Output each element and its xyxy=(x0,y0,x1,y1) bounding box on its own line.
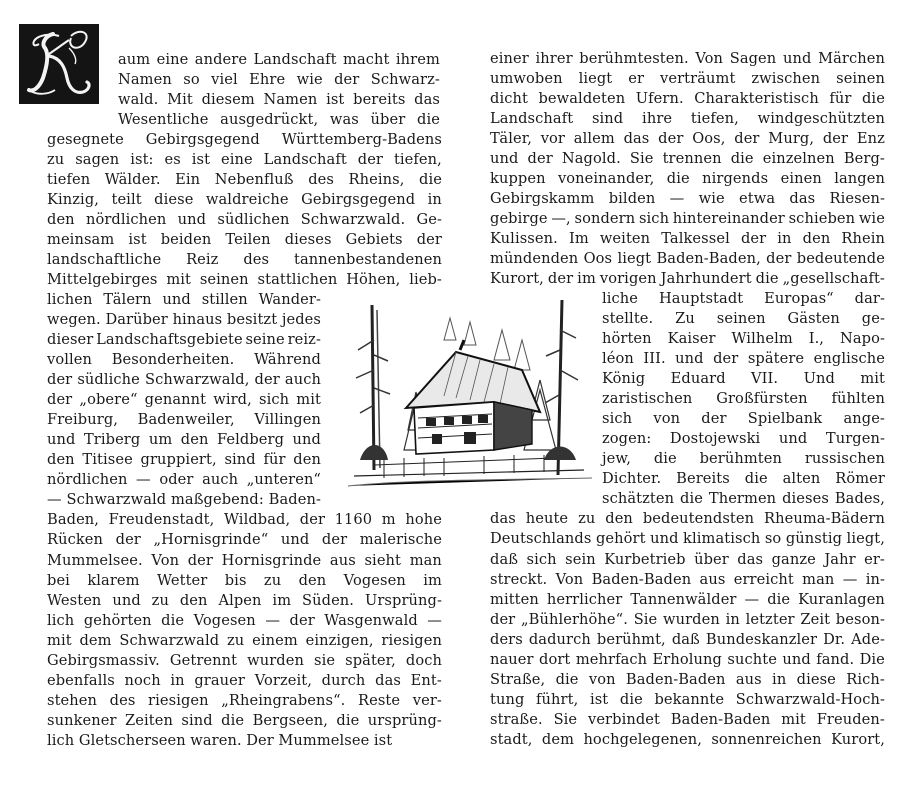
text-line: — Schwarzwald maßgebend: Baden- xyxy=(47,491,321,509)
text-line: und der Nagold. Sie trennen die einzelnen Berg- xyxy=(490,150,885,168)
text-line: nauer dort mehrfach Erholung suchte und fand. Die xyxy=(490,650,885,668)
text-line: Mummelsee. Von der Hornisgrinde aus sieht man xyxy=(47,551,442,569)
text-line: der südliche Schwarzwald, der auch xyxy=(47,371,321,389)
text-line: Kulissen. Im weiten Talkessel der in den Rhein xyxy=(490,230,885,248)
text-line: umwoben liegt er verträumt zwischen seinen xyxy=(490,70,885,88)
text-line: stadt, dem hochgelegenen, sonnenreichen Kurort, xyxy=(490,730,885,748)
text-line: Täler, vor allem das der Oos, der Murg, der Enz xyxy=(490,130,885,148)
text-line: sich von der Spielbank ange- xyxy=(602,410,885,428)
text-line: den Titisee gruppiert, sind für den xyxy=(47,451,321,469)
text-line: kuppen voneinander, die nirgends einen langen xyxy=(490,170,885,188)
text-line: vollen Besonderheiten. Während xyxy=(47,351,321,369)
drop-cap-initial xyxy=(19,24,99,104)
text-line: bei klarem Wetter bis zu den Vogesen im xyxy=(47,571,442,589)
text-line: Dichter. Bereits die alten Römer xyxy=(602,470,885,488)
text-line: léon III. und der spätere englische xyxy=(602,350,885,368)
text-line: dicht bewaldeten Ufern. Charakteristisch für die xyxy=(490,90,885,108)
text-line: sunkener Zeiten sind die Bergseen, die ursprüng- xyxy=(47,711,442,729)
text-line: lich gehörten die Vogesen — der Wasgenwald — xyxy=(47,611,442,629)
text-line: der „Bühlerhöhe“. Sie wurden in letzter Zeit beson- xyxy=(490,610,885,628)
text-line: zogen: Dostojewski und Turgen- xyxy=(602,430,885,448)
text-line: Deutschlands gehört und klimatisch so günstig liegt, xyxy=(490,530,885,548)
text-line: streckt. Von Baden-Baden aus erreicht man — in- xyxy=(490,570,885,588)
text-line: Gebirgskamm bilden — wie etwa das Riesen- xyxy=(490,190,885,208)
text-line: gebirge —, sondern sich hintereinander schieben wie xyxy=(490,210,885,228)
text-line: ebenfalls noch in grauer Vorzeit, durch das Ent- xyxy=(47,671,442,689)
text-line: Namen so viel Ehre wie der Schwarz- xyxy=(118,71,440,89)
text-line: jew, die berühmten russischen xyxy=(602,450,885,468)
text-line: straße. Sie verbindet Baden-Baden mit Freuden- xyxy=(490,710,885,728)
text-line: Landschaft sind ihre tiefen, windgeschützten xyxy=(490,110,885,128)
text-line: und Triberg um den Feldberg und xyxy=(47,431,321,449)
text-line: König Eduard VII. Und mit xyxy=(602,370,885,388)
text-line: Freiburg, Badenweiler, Villingen xyxy=(47,411,321,429)
text-line: lich Gletscherseen waren. Der Mummelsee ist xyxy=(47,731,393,749)
text-line: wald. Mit diesem Namen ist bereits das xyxy=(118,91,440,109)
text-line: daß sich sein Kurbetrieb über das ganze Jahr er- xyxy=(490,550,885,568)
text-line: tung führt, ist die bekannte Schwarzwald-Hoch- xyxy=(490,690,885,708)
text-line: einer ihrer berühmtesten. Von Sagen und Märchen xyxy=(490,50,885,67)
text-line: Kurort, der im vorigen Jahrhundert die „gesellschaft- xyxy=(490,270,885,288)
text-line: aum eine andere Landschaft macht ihrem xyxy=(118,51,440,68)
text-line: der „obere“ genannt wird, sich mit xyxy=(47,391,321,409)
drop-cap-k-icon xyxy=(19,24,99,104)
black-forest-farmhouse-illustration xyxy=(344,300,596,500)
text-line: Kinzig, teilt diese waldreiche Gebirgsgegend in xyxy=(47,191,442,209)
text-line: tiefen Wälder. Ein Nebenfluß des Rheins, die xyxy=(47,171,442,189)
text-line: zu sagen ist: es ist eine Landschaft der tiefen, xyxy=(47,151,442,169)
text-line: gesegnete Gebirgsgegend Württemberg-Badens xyxy=(47,131,442,149)
text-line: lichen Tälern und stillen Wander- xyxy=(47,291,321,309)
text-line: landschaftliche Reiz des tannenbestandenen xyxy=(47,251,442,269)
text-line: hörten Kaiser Wilhelm I., Napo- xyxy=(602,330,885,348)
text-line: den nördlichen und südlichen Schwarzwald. Ge- xyxy=(47,211,442,229)
text-line: mitten herrlicher Tannenwälder — die Kuranlagen xyxy=(490,590,885,608)
text-line: mit dem Schwarzwald zu einem einzigen, riesigen xyxy=(47,631,442,649)
text-line: stellte. Zu seinen Gästen ge- xyxy=(602,310,885,328)
text-line: Baden, Freudenstadt, Wildbad, der 1160 m hohe xyxy=(47,511,442,529)
text-line: stehen des riesigen „Rheingrabens“. Reste ver- xyxy=(47,691,442,709)
text-line: schätzten die Thermen dieses Bades, xyxy=(602,490,885,508)
text-line: Rücken der „Hornisgrinde“ und der malerische xyxy=(47,531,442,549)
text-line: liche Hauptstadt Europas“ dar- xyxy=(602,290,885,308)
text-line: Straße, die von Baden-Baden aus in diese Rich- xyxy=(490,670,885,688)
text-line: Gebirgsmassiv. Getrennt wurden sie später, doch xyxy=(47,651,442,669)
text-line: Mittelgebirges mit seinen stattlichen Höhen, lieb- xyxy=(47,271,442,289)
text-line: ders dadurch berühmt, daß Bundeskanzler Dr. Ade- xyxy=(490,630,885,648)
text-line: dieser Landschaftsgebiete seine reiz- xyxy=(47,331,321,349)
text-line: Wesentliche ausgedrückt, was über die xyxy=(118,111,440,129)
text-line: das heute zu den bedeutendsten Rheuma-Bädern xyxy=(490,510,885,528)
text-line: zaristischen Großfürsten fühlten xyxy=(602,390,885,408)
text-line: nördlichen — oder auch „unteren“ xyxy=(47,471,321,489)
text-line: mündenden Oos liegt Baden-Baden, der bedeutende xyxy=(490,250,885,268)
text-line: wegen. Darüber hinaus besitzt jedes xyxy=(47,311,321,329)
text-line: Westen und zu den Alpen im Süden. Ursprüng- xyxy=(47,591,442,609)
text-line: meinsam ist beiden Teilen dieses Gebiets der xyxy=(47,231,442,249)
